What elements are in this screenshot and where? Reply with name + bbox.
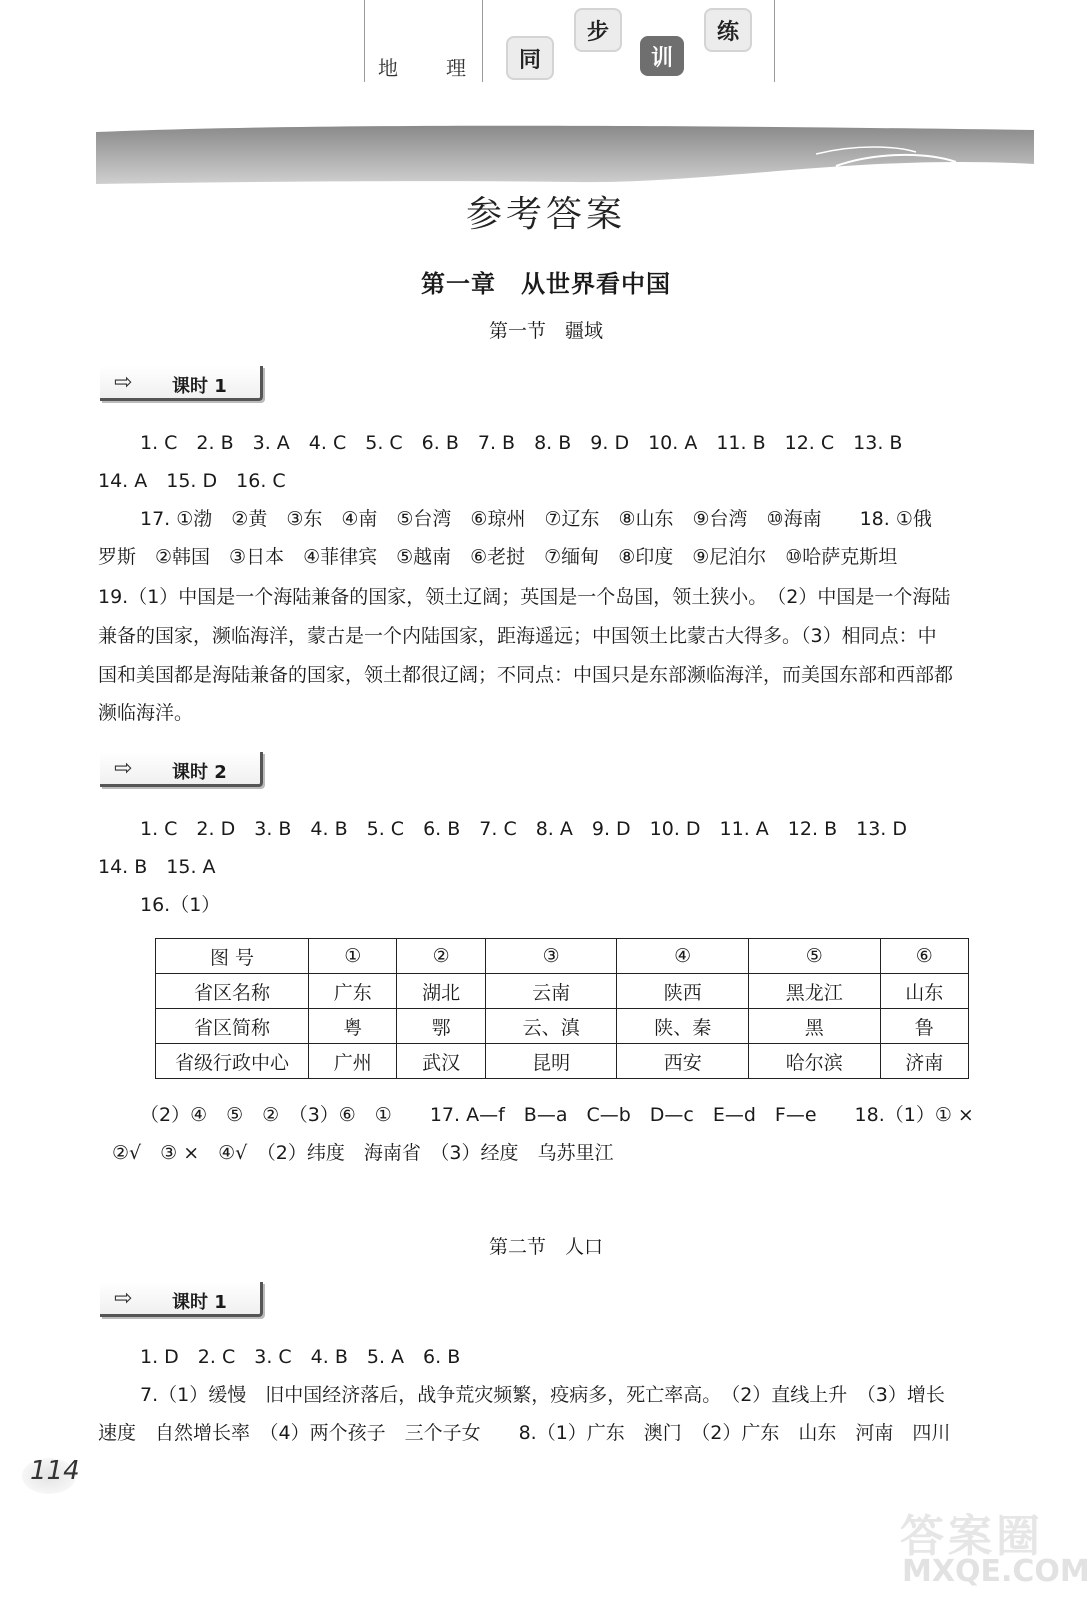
table-cell: ③ — [485, 939, 617, 974]
watermark-text: 答案圈 — [900, 1511, 1044, 1562]
watermark — [900, 1500, 1090, 1596]
table-cell: 哈尔滨 — [748, 1044, 880, 1079]
table-cell: ⑤ — [748, 939, 880, 974]
lesson-label: 课时 2 — [172, 762, 227, 783]
table-cell: 云、滇 — [485, 1009, 617, 1044]
header-series-char: 步 — [574, 8, 622, 52]
answer-line: 19.（1）中国是一个海陆兼备的国家，领土辽阔；英国是一个岛国，领土狭小。 （2）中国是一个海陆 — [98, 586, 951, 608]
header-series-char: 同 — [506, 36, 554, 80]
table-cell: 西安 — [617, 1044, 749, 1079]
answer-line: （2）④ ⑤ ② （3）⑥ ① 17. A—f B—a C—b D—c E—d F—e 18.（1）① × — [140, 1104, 974, 1126]
table-cell: 山东 — [880, 974, 969, 1009]
chapter-title: 第一章 从世界看中国 — [421, 270, 671, 298]
table-cell: 陕、秦 — [617, 1009, 749, 1044]
answer-line: 14. B 15. A — [98, 856, 216, 878]
lesson-tab — [100, 1282, 268, 1322]
section-title: 第一节 疆域 — [488, 320, 603, 342]
table-cell: 广东 — [309, 974, 397, 1009]
lesson-label: 课时 1 — [172, 376, 227, 397]
table-cell: 省级行政中心 — [156, 1044, 309, 1079]
table-cell: 昆明 — [485, 1044, 617, 1079]
lesson-tab — [100, 366, 268, 406]
table-cell: 图 号 — [156, 939, 309, 974]
answer-line: ②√ ③ × ④√ （2）纬度 海南省 （3）经度 乌苏里江 — [112, 1142, 614, 1164]
page-number: 114 — [30, 1456, 80, 1486]
answer-line: 罗斯 ②韩国 ③日本 ④菲律宾 ⑤越南 ⑥老挝 ⑦缅甸 ⑧印度 ⑨尼泊尔 ⑩哈萨克斯坦 — [98, 546, 898, 568]
table-cell: 湖北 — [397, 974, 485, 1009]
arrow-right-icon: ⇨ — [114, 756, 133, 781]
header-series-char: 训 — [640, 36, 684, 76]
table-cell: ④ — [617, 939, 749, 974]
table-cell: 黑龙江 — [748, 974, 880, 1009]
header-subject-char: 地 — [378, 56, 398, 80]
table-cell: ⑥ — [880, 939, 969, 974]
table-cell: 武汉 — [397, 1044, 485, 1079]
table-cell: ① — [309, 939, 397, 974]
header-divider — [482, 0, 483, 82]
table-row — [156, 974, 969, 1009]
arrow-right-icon: ⇨ — [114, 370, 133, 395]
table-row — [156, 1044, 969, 1079]
lesson-tab — [100, 752, 268, 792]
table-cell: 黑 — [748, 1009, 880, 1044]
table-cell: 广州 — [309, 1044, 397, 1079]
answer-line: 兼备的国家，濒临海洋，蒙古是一个内陆国家，距海遥远；中国领土比蒙古大得多。（3）相同点：中 — [98, 625, 937, 647]
answer-line: 17. ①渤 ②黄 ③东 ④南 ⑤台湾 ⑥琼州 ⑦辽东 ⑧山东 ⑨台湾 ⑩海南 18. ①俄 — [140, 508, 932, 530]
answer-line: 1. C 2. B 3. A 4. C 5. C 6. B 7. B 8. B 9. D 10. A 11. B 12. C 13. B — [140, 432, 903, 454]
table-row — [156, 939, 969, 974]
watermark-url: MXQE.COM — [902, 1554, 1090, 1589]
lesson-label: 课时 1 — [172, 1292, 227, 1313]
arrow-right-icon: ⇨ — [114, 1286, 133, 1311]
answer-line: 1. D 2. C 3. C 4. B 5. A 6. B — [140, 1346, 461, 1368]
table-cell: 鲁 — [880, 1009, 969, 1044]
section-title: 第二节 人口 — [488, 1236, 603, 1258]
answer-line: 速度 自然增长率 （4）两个孩子 三个子女 8.（1）广东 澳门 （2）广东 山东 河南 四川 — [98, 1422, 951, 1444]
table-cell: 省区简称 — [156, 1009, 309, 1044]
header-divider — [774, 0, 775, 82]
answer-line: 濒临海洋。 — [98, 702, 194, 724]
answer-line: 16.（1） — [140, 894, 221, 916]
table-cell: 云南 — [485, 974, 617, 1009]
table-cell: 省区名称 — [156, 974, 309, 1009]
answer-line: 1. C 2. D 3. B 4. B 5. C 6. B 7. C 8. A 9. D 10. D 11. A 12. B 13. D — [140, 818, 907, 840]
table-cell: 济南 — [880, 1044, 969, 1079]
table-row — [156, 1009, 969, 1044]
header-series-char: 练 — [704, 8, 752, 52]
answer-line: 14. A 15. D 16. C — [98, 470, 286, 492]
banner-graphic — [96, 124, 1034, 188]
header-divider — [364, 0, 365, 82]
header-subject-char: 理 — [446, 56, 466, 80]
answer-line: 国和美国都是海陆兼备的国家，领土都很辽阔；不同点：中国只是东部濒临海洋，而美国东部和西部都 — [98, 664, 954, 686]
answer-line: 7.（1）缓慢 旧中国经济落后，战争荒灾频繁，疫病多，死亡率高。 （2）直线上升 （3）增长 — [140, 1384, 945, 1406]
province-table — [155, 938, 969, 1079]
page-title: 参考答案 — [465, 194, 626, 235]
table-cell: 粤 — [309, 1009, 397, 1044]
table-cell: ② — [397, 939, 485, 974]
table-cell: 鄂 — [397, 1009, 485, 1044]
table-cell: 陕西 — [617, 974, 749, 1009]
